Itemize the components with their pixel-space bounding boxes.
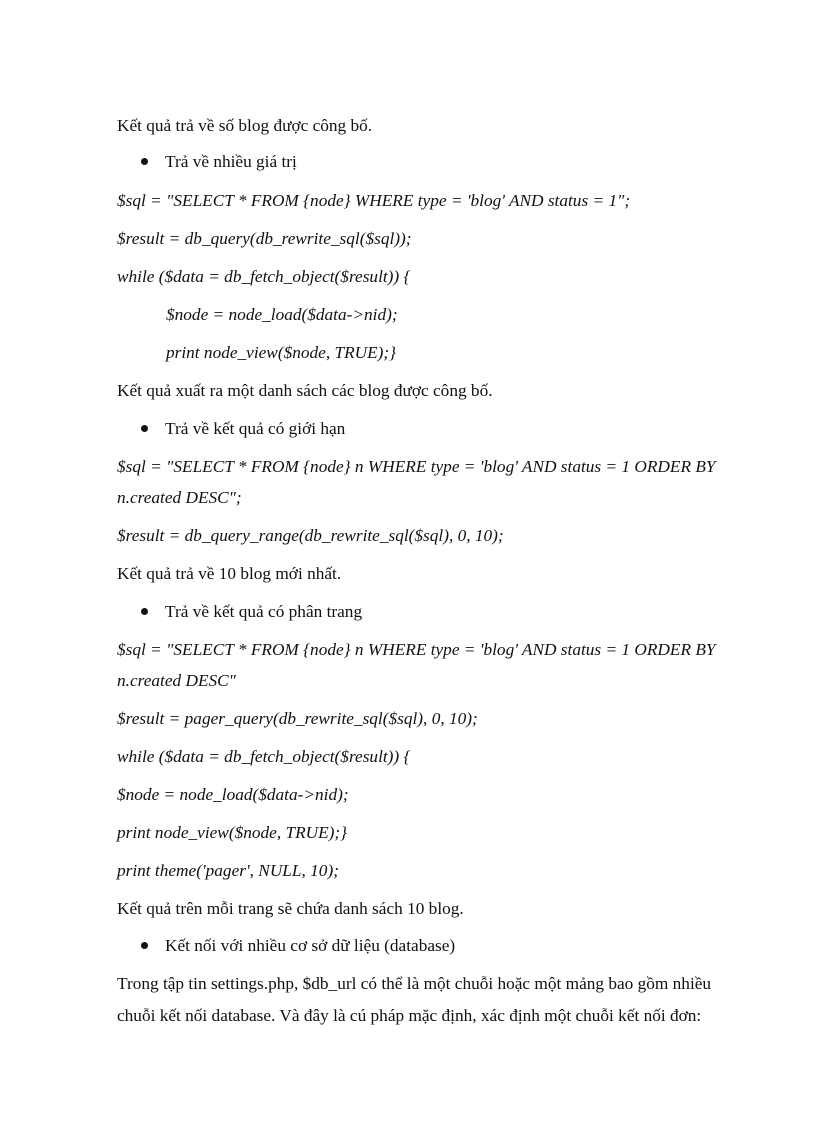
paragraph-line: chuỗi kết nối database. Và đây là cú pháp mặc định, xác định một chuỗi kết nối đơn: — [117, 1006, 702, 1025]
code-line: while ($data = db_fetch_object($result)) { — [117, 267, 411, 286]
bullet-icon — [141, 425, 148, 432]
bullet-item: Trả về nhiều giá trị — [165, 152, 297, 171]
result-text: Kết quả trả về số blog được công bố. — [117, 116, 373, 135]
code-line: $result = db_query_range(db_rewrite_sql($sql), 0, 10); — [117, 526, 504, 545]
code-line: $sql = "SELECT * FROM {node} WHERE type = 'blog' AND status = 1"; — [117, 191, 631, 210]
code-line: print node_view($node, TRUE);} — [166, 343, 397, 362]
code-line: $node = node_load($data->nid); — [117, 785, 349, 804]
code-line: while ($data = db_fetch_object($result)) { — [117, 747, 411, 766]
code-line: $result = db_query(db_rewrite_sql($sql)); — [117, 229, 412, 248]
code-line: print node_view($node, TRUE);} — [117, 823, 348, 842]
code-line: $node = node_load($data->nid); — [166, 305, 398, 324]
result-text: Kết quả trả về 10 blog mới nhất. — [117, 564, 342, 583]
bullet-icon — [141, 608, 148, 615]
bullet-icon — [141, 942, 148, 949]
bullet-icon — [141, 158, 148, 165]
code-line: $sql = "SELECT * FROM {node} n WHERE type = 'blog' AND status = 1 ORDER BY — [117, 457, 716, 476]
code-line: n.created DESC"; — [117, 488, 242, 507]
code-line: $result = pager_query(db_rewrite_sql($sql), 0, 10); — [117, 709, 478, 728]
code-line: $sql = "SELECT * FROM {node} n WHERE type = 'blog' AND status = 1 ORDER BY — [117, 640, 716, 659]
paragraph-line: Trong tập tin settings.php, $db_url có thể là một chuỗi hoặc một mảng bao gồm nhiều — [117, 974, 712, 993]
bullet-item: Kết nối với nhiều cơ sở dữ liệu (database) — [165, 936, 456, 955]
code-line: print theme('pager', NULL, 10); — [117, 861, 339, 880]
code-line: n.created DESC" — [117, 671, 236, 690]
result-text: Kết quả trên mỗi trang sẽ chứa danh sách 10 blog. — [117, 899, 464, 918]
result-text: Kết quả xuất ra một danh sách các blog được công bố. — [117, 381, 493, 400]
bullet-item: Trả về kết quả có giới hạn — [165, 419, 346, 438]
bullet-item: Trả về kết quả có phân trang — [165, 602, 363, 621]
